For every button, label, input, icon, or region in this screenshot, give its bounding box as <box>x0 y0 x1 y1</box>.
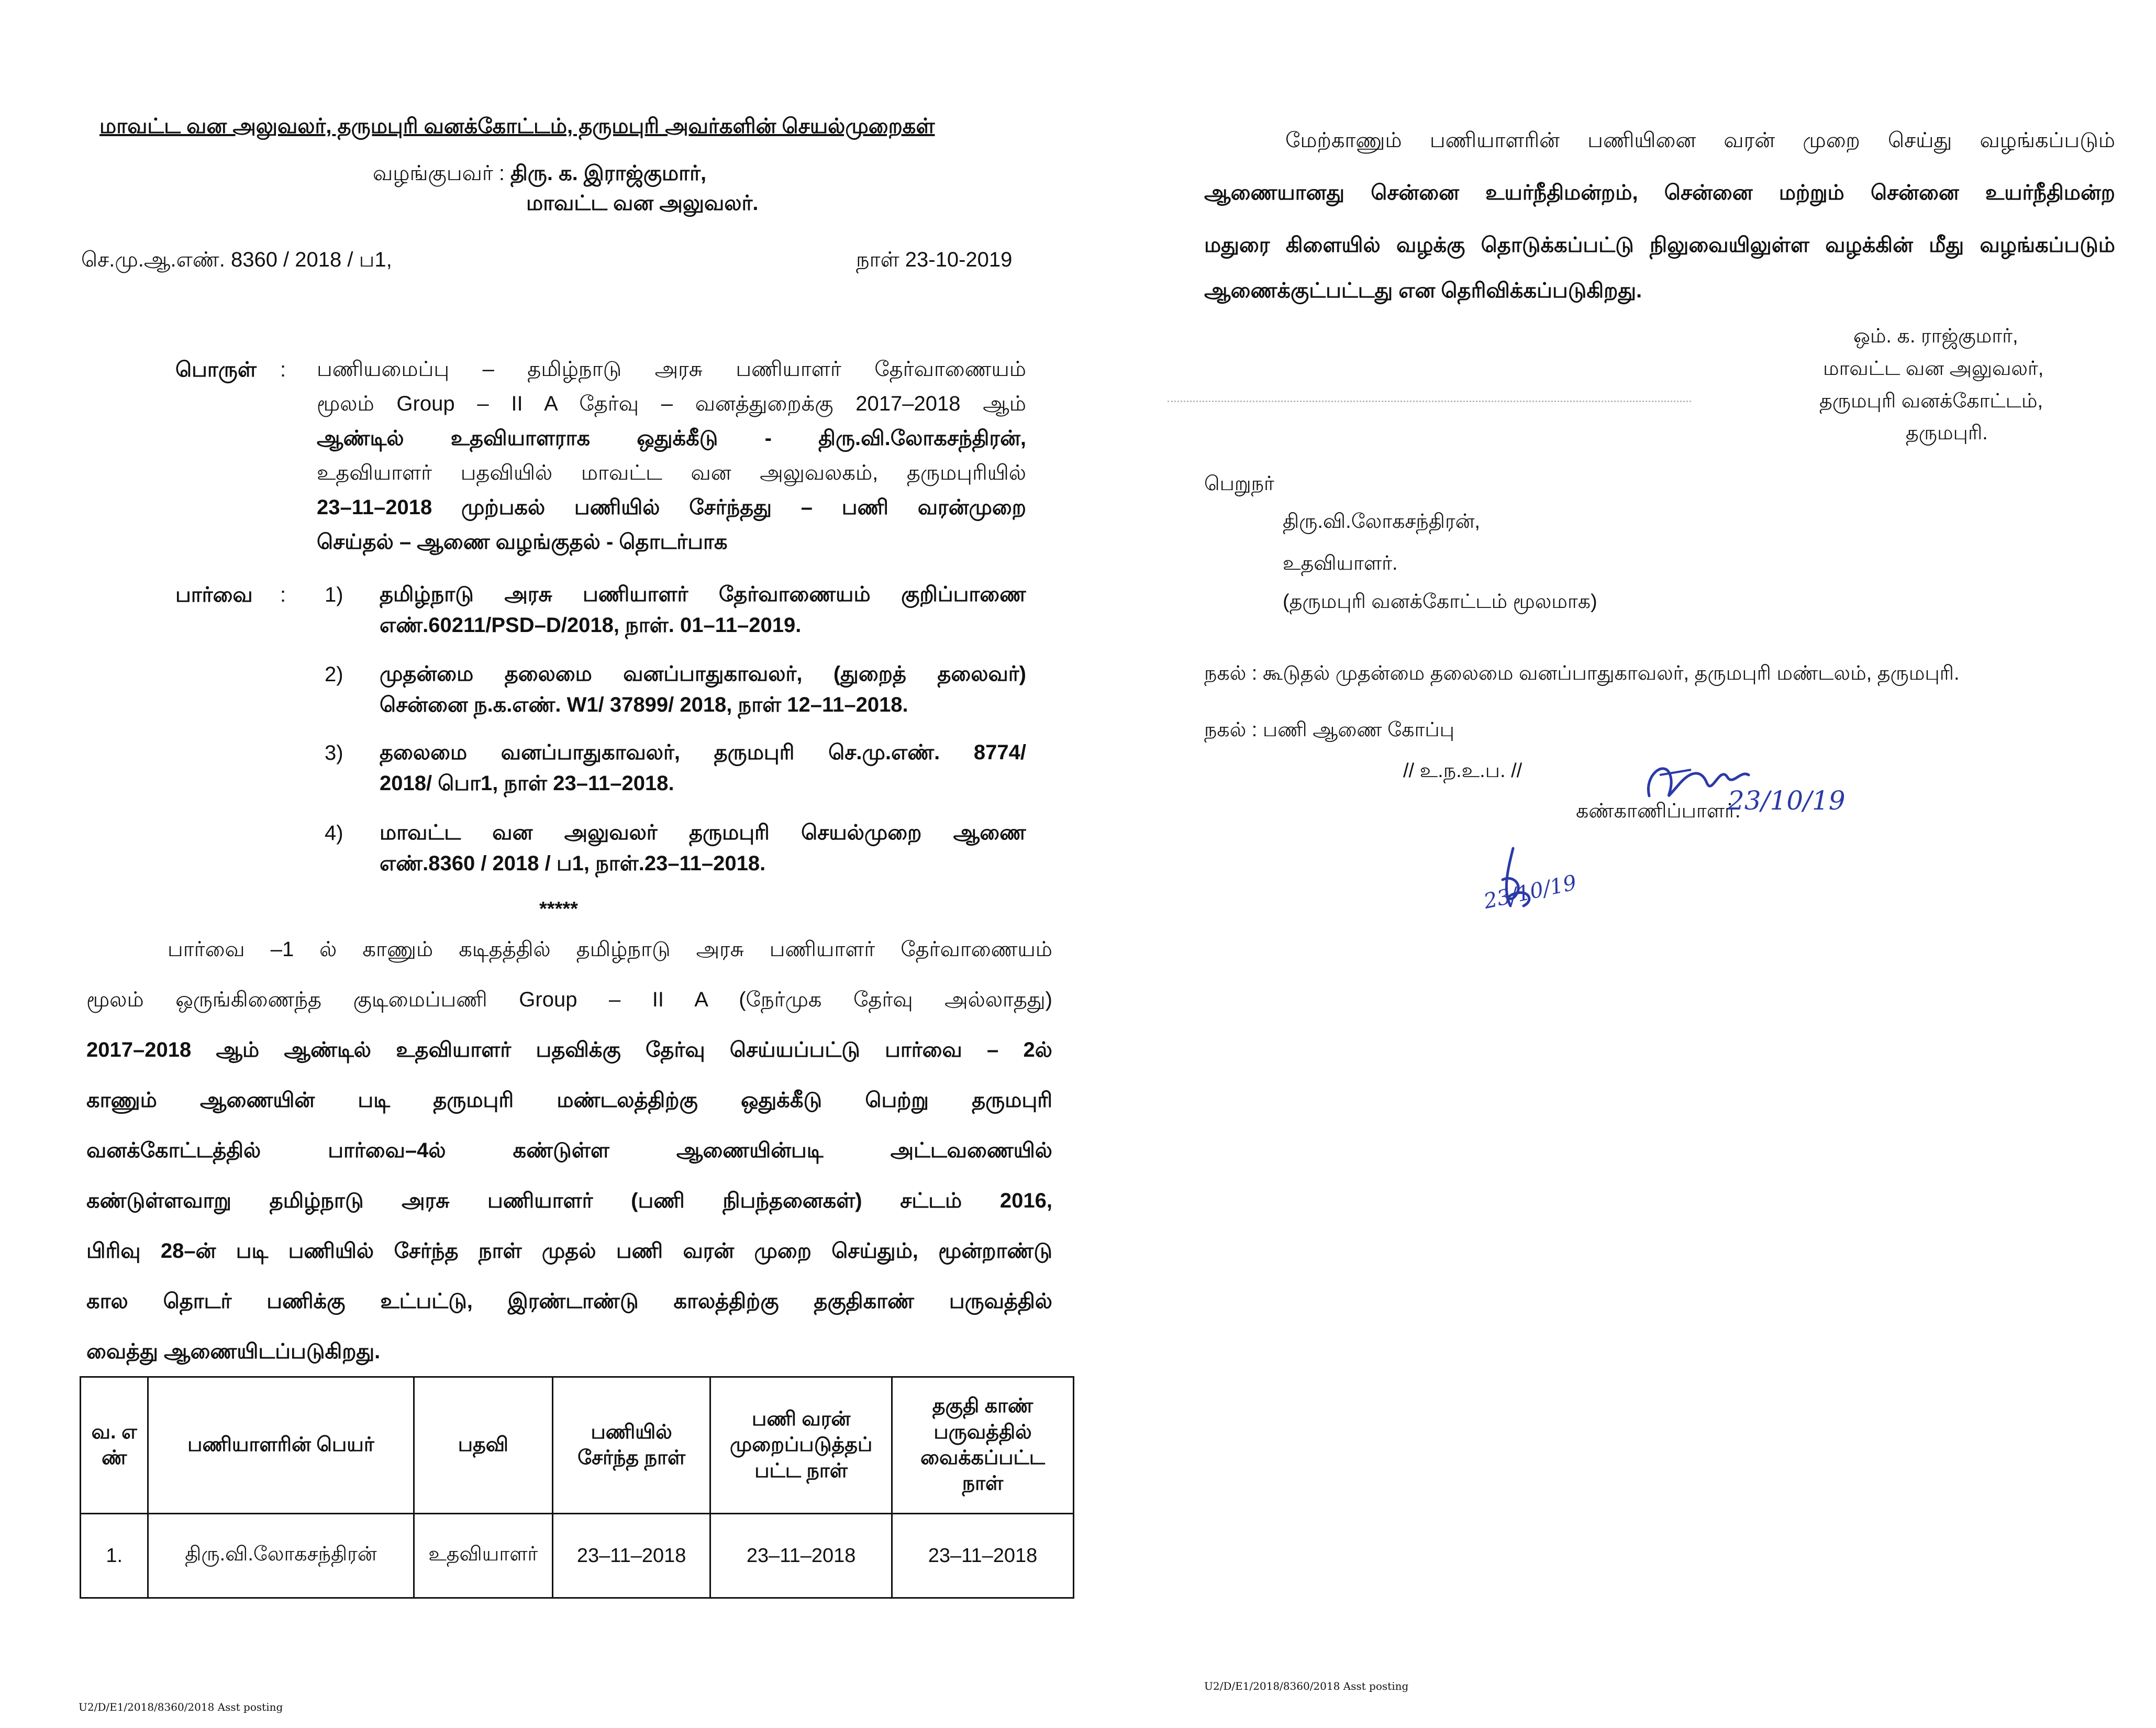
separator-stars: ***** <box>539 898 578 920</box>
scan-noise <box>1168 401 1691 404</box>
body-line: பார்வை –1 ல் காணும் கடிதத்தில் தமிழ்நாடு அரசு பணியாளர் தேர்வாணையம் <box>168 938 1052 961</box>
header-probation-date: தகுதி காண் பருவத்தில் வைக்கப்பட்ட நாள் <box>892 1377 1074 1514</box>
body-line: வனக்கோட்டத்தில் பார்வை–4ல் கண்டுள்ள ஆணையின்படி அட்டவணையில் <box>86 1139 1052 1162</box>
cell-serial: 1. <box>81 1514 148 1598</box>
document-date: நாள் 23-10-2019 <box>856 248 1013 271</box>
header-joining-date: பணியில் சேர்ந்த நாள் <box>553 1377 710 1514</box>
cell-post: உதவியாளர் <box>414 1514 553 1598</box>
right-page <box>1168 0 2156 1728</box>
true-copy-mark: // உ.ந.உ.ப. // <box>1403 760 1522 782</box>
reference-colon: : <box>280 583 286 606</box>
signatory-name: ஒம். க. ராஜ்குமார், <box>1853 325 2018 347</box>
body-line: 2017–2018 ஆம் ஆண்டில் உதவியாளர் பதவிக்கு தேர்வு செய்யப்பட்டு பார்வை – 2ல் <box>86 1038 1052 1061</box>
paragraph-line: ஆணையானது சென்னை உயர்நீதிமன்றம், சென்னை மற்றும் சென்னை உயர்நீதிமன்ற <box>1204 181 2115 204</box>
header-employee-name: பணியாளரின் பெயர் <box>148 1377 414 1514</box>
reference-number-3: 3) <box>325 741 343 765</box>
header-post: பதவி <box>414 1377 553 1514</box>
subject-line: பணியமைப்பு – தமிழ்நாடு அரசு பணியாளர் தேர்வாணையம் <box>317 358 1026 381</box>
issuer-title: மாவட்ட வன அலுவலர். <box>526 192 759 215</box>
appointment-table <box>80 1376 1074 1599</box>
reference-number: செ.மு.ஆ.எண். 8360 / 2018 / ப1, <box>81 248 392 271</box>
signatory-title: மாவட்ட வன அலுவலர், <box>1823 358 2044 380</box>
handwritten-date: 23/10/19 <box>1482 870 1579 914</box>
subject-line: உதவியாளர் பதவியில் மாவட்ட வன அலுவலகம், தருமபுரியில் <box>317 461 1026 484</box>
subject-line: மூலம் Group – II A தேர்வு – வனத்துறைக்கு 2017–2018 ஆம் <box>317 392 1026 415</box>
body-line: கண்டுள்ளவாறு தமிழ்நாடு அரசு பணியாளர் (பணி நிபந்தனைகள்) சட்டம் 2016, <box>86 1189 1052 1212</box>
document-heading: மாவட்ட வன அலுவலர், தருமபுரி வனக்கோட்டம், தருமபுரி அவர்களின் செயல்முறைகள் <box>99 115 935 138</box>
header-serial: வ. எ ண் <box>81 1377 148 1514</box>
superintendent-label: கண்காணிப்பாளர். <box>1576 800 1741 822</box>
reference-text: முதன்மை தலைமை வனப்பாதுகாவலர், (துறைத் தலைவர்) <box>380 662 1026 685</box>
reference-number-1: 1) <box>325 583 343 606</box>
recipient-via: (தருமபுரி வனக்கோட்டம் மூலமாக) <box>1283 591 1597 613</box>
table-header-row <box>81 1377 1074 1514</box>
reference-number-4: 4) <box>325 822 343 845</box>
cell-probation-date: 23–11–2018 <box>892 1514 1074 1598</box>
paragraph-line: மதுரை கிளையில் வழக்கு தொடுக்கப்பட்டு நிலுவையிலுள்ள வழக்கின் மீது வழங்கப்படும் <box>1204 234 2115 257</box>
signatory-office: தருமபுரி வனக்கோட்டம், <box>1819 390 2043 412</box>
paragraph-line: ஆணைக்குட்பட்டது என தெரிவிக்கப்படுகிறது. <box>1204 279 1642 302</box>
subject-colon: : <box>280 358 286 381</box>
reference-text: தமிழ்நாடு அரசு பணியாளர் தேர்வாணையம் குறிப்பாணை <box>380 583 1026 606</box>
reference-text: எண்.60211/PSD–D/2018, நாள். 01–11–2019. <box>380 614 802 637</box>
subject-label: பொருள் <box>175 358 257 381</box>
reference-text: 2018/ பொ1, நாள் 23–11–2018. <box>380 772 674 795</box>
file-reference-code: U2/D/E1/2018/8360/2018 Asst posting <box>79 1701 283 1713</box>
reference-text: சென்னை ந.க.எண். W1/ 37899/ 2018, நாள் 12–11–2018. <box>380 693 908 716</box>
cell-joining-date: 23–11–2018 <box>553 1514 710 1598</box>
reference-number-2: 2) <box>325 663 343 686</box>
subject-line: 23–11–2018 முற்பகல் பணியில் சேர்ந்தது – பணி வரன்முறை <box>317 496 1026 519</box>
subject-line: செய்தல் – ஆணை வழங்குதல் - தொடர்பாக <box>317 530 728 553</box>
header-regularised-date: பணி வரன் முறைப்படுத்தப் பட்ட நாள் <box>710 1377 892 1514</box>
recipient-name: திரு.வி.லோகசந்திரன், <box>1283 511 1480 533</box>
reference-text: எண்.8360 / 2018 / ப1, நாள்.23–11–2018. <box>380 852 766 875</box>
recipient-label: பெறுநர் <box>1204 473 1274 495</box>
cell-regularised-date: 23–11–2018 <box>710 1514 892 1598</box>
signatory-place: தருமபுரி. <box>1906 422 1988 444</box>
reference-text: மாவட்ட வன அலுவலர் தருமபுரி செயல்முறை ஆணை <box>380 821 1026 844</box>
reference-label: பார்வை <box>175 583 253 606</box>
body-line: மூலம் ஒருங்கிணைந்த குடிமைப்பணி Group – II A (நேர்முக தேர்வு அல்லாதது) <box>86 988 1052 1011</box>
issuer-name: திரு. க. இராஜ்குமார், <box>510 162 707 185</box>
copy-line: நகல் : பணி ஆணை கோப்பு <box>1204 719 1454 741</box>
paragraph-line: மேற்காணும் பணியாளரின் பணியினை வரன் முறை செய்து வழங்கப்படும் <box>1285 129 2115 152</box>
copy-line: நகல் : கூடுதல் முதன்மை தலைமை வனப்பாதுகாவலர், தருமபுரி மண்டலம், தருமபுரி. <box>1204 662 1960 684</box>
body-line: காணும் ஆணையின் படி தருமபுரி மண்டலத்திற்கு ஒதுக்கீடு பெற்று தருமபுரி <box>86 1089 1052 1112</box>
issuer-label: வழங்குபவர் : <box>373 162 505 185</box>
body-line: வைத்து ஆணையிடப்படுகிறது. <box>86 1340 381 1363</box>
table-row <box>81 1514 1074 1598</box>
file-reference-code: U2/D/E1/2018/8360/2018 Asst posting <box>1204 1680 1409 1692</box>
cell-employee-name: திரு.வி.லோகசந்திரன் <box>148 1514 414 1598</box>
body-line: பிரிவு 28–ன் படி பணியில் சேர்ந்த நாள் முதல் பணி வரன் முறை செய்தும், மூன்றாண்டு <box>86 1239 1052 1262</box>
recipient-designation: உதவியாளர். <box>1283 552 1398 574</box>
handwritten-date: 23/10/19 <box>1728 785 1846 816</box>
body-line: கால தொடர் பணிக்கு உட்பட்டு, இரண்டாண்டு காலத்திற்கு தகுதிகாண் பருவத்தில் <box>86 1290 1052 1313</box>
subject-line: ஆண்டில் உதவியாளராக ஒதுக்கீடு - திரு.வி.லோகசந்திரன், <box>317 427 1026 450</box>
reference-text: தலைமை வனப்பாதுகாவலர், தருமபுரி செ.மு.எண். 8774/ <box>380 741 1026 764</box>
